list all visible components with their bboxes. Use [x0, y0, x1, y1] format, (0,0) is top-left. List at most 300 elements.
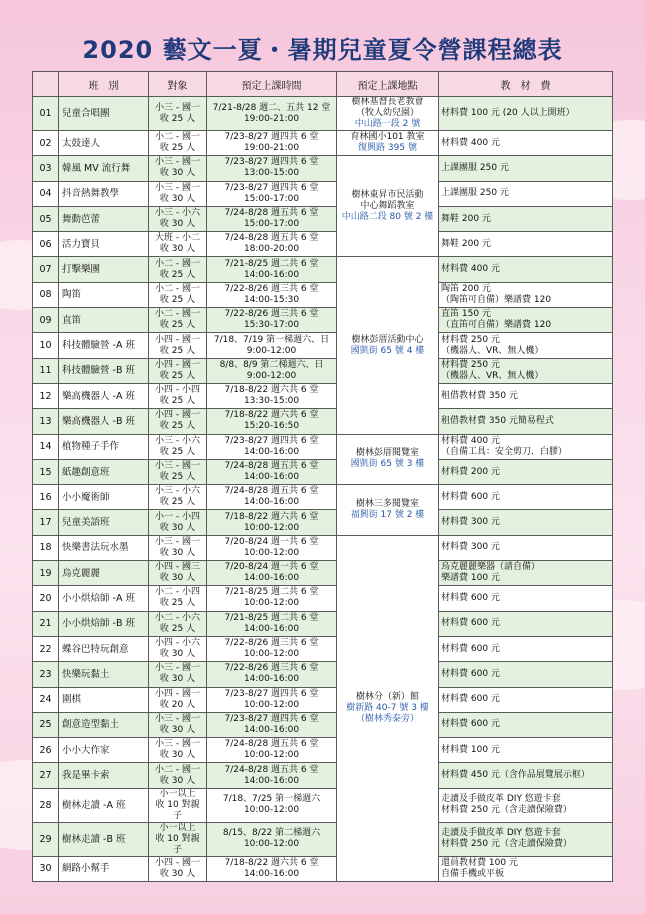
- table-row: [33, 358, 613, 383]
- material-fee: [439, 156, 613, 181]
- schedule-line1: 7/18、7/19 第一梯週六、日: [213, 334, 330, 345]
- material-fee: [439, 636, 613, 661]
- schedule: [207, 333, 337, 358]
- audience-line1: 小三 - 小六: [155, 208, 200, 219]
- row-number: 16: [33, 485, 59, 510]
- audience: [149, 282, 207, 307]
- schedule-line2: 14:00-16:00: [243, 623, 300, 634]
- location-extra: 中心舞蹈教室: [360, 200, 415, 211]
- material-fee-line1: 走讀及手做皮革 DIY 悠遊卡套: [441, 828, 561, 839]
- material-fee: [439, 712, 613, 737]
- schedule-line1: 7/22-8/26 週三共 6 堂: [224, 663, 319, 674]
- audience-line2: 收 25 人: [159, 598, 196, 609]
- audience-line2: 收 30 人: [159, 573, 196, 584]
- table-row: [33, 636, 613, 661]
- schedule: [207, 282, 337, 307]
- material-fee-line1: 材料費 400 元: [441, 264, 500, 275]
- schedule: [207, 822, 337, 856]
- material-fee-line1: 材料費 300 元: [441, 542, 500, 553]
- material-fee-line1: 陶笛 200 元: [441, 283, 491, 294]
- table-row: [33, 611, 613, 636]
- material-fee-line1: 材料費 100 元 (20 人以上開班）: [441, 108, 575, 118]
- schedule-line1: 7/21-8/25 週二共 6 堂: [224, 612, 319, 623]
- audience-line1: 小三 - 國一: [155, 157, 200, 168]
- material-fee-line1: 材料費 100 元: [441, 744, 500, 755]
- audience-line1: 小四 - 小四: [155, 385, 200, 396]
- audience-line1: 大班 - 小二: [155, 233, 200, 244]
- audience-line1: 小四 - 國三: [155, 562, 200, 573]
- audience: [149, 156, 207, 181]
- audience: [149, 333, 207, 358]
- audience-line1: 小二 - 小六: [155, 612, 200, 623]
- location-address: 中山路二段 80 號 2 樓: [341, 211, 434, 222]
- schedule-line2: 14:00-16:00: [243, 775, 300, 786]
- class-name: 快樂玩黏土: [59, 662, 149, 687]
- schedule: [207, 206, 337, 231]
- table-row: [33, 788, 613, 822]
- schedule-line2: 10:00-12:00: [243, 839, 300, 850]
- row-number: 09: [33, 308, 59, 333]
- audience-line1: 小三 - 小六: [155, 486, 200, 497]
- schedule-line1: 7/23-8/27 週四共 6 堂: [224, 435, 319, 446]
- audience: [149, 232, 207, 257]
- material-fee: [439, 662, 613, 687]
- audience-line2: 收 30 人: [159, 193, 196, 204]
- row-number: 20: [33, 586, 59, 611]
- schedule: [207, 788, 337, 822]
- location: [337, 485, 439, 536]
- location: [337, 535, 439, 881]
- table-row: [33, 822, 613, 856]
- schedule-line1: 7/24-8/28 週五共 6 堂: [224, 764, 319, 775]
- schedule-line1: 7/21-8/28 週二、五共 12 堂: [212, 102, 331, 113]
- schedule: [207, 636, 337, 661]
- material-fee: [439, 687, 613, 712]
- material-fee-line1: 上課團服 250 元: [441, 188, 509, 199]
- schedule-line2: 10:00-12:00: [243, 699, 300, 710]
- row-number: 19: [33, 561, 59, 586]
- schedule: [207, 763, 337, 788]
- location: [337, 257, 439, 434]
- table-row: [33, 206, 613, 231]
- audience-line1: 小三 - 國一: [155, 461, 200, 471]
- material-fee: [439, 535, 613, 560]
- row-number: 04: [33, 181, 59, 206]
- class-name: 烏克麗麗: [59, 561, 149, 586]
- schedule-line1: 7/18-8/22 週六共 6 堂: [224, 511, 319, 522]
- audience: [149, 535, 207, 560]
- audience-line2: 收 30 人: [159, 868, 196, 879]
- material-fee: [439, 206, 613, 231]
- material-fee-line1: 材料費 600 元: [441, 694, 500, 705]
- schedule-line1: 7/18-8/22 週六共 6 堂: [224, 410, 319, 421]
- table-row: [33, 131, 613, 156]
- audience-line1: 小四 - 國一: [155, 688, 200, 699]
- schedule: [207, 712, 337, 737]
- audience: [149, 712, 207, 737]
- material-fee-line1: 舞鞋 200 元: [441, 238, 491, 249]
- material-fee-line2: 自備手機或平板: [441, 868, 505, 879]
- material-fee: [439, 738, 613, 763]
- audience: [149, 662, 207, 687]
- row-number: 17: [33, 510, 59, 535]
- table-row: [33, 662, 613, 687]
- table-row: [33, 181, 613, 206]
- material-fee: [439, 409, 613, 434]
- location: [337, 434, 439, 485]
- material-fee-line1: 材料費 600 元: [441, 618, 500, 629]
- schedule-line1: 7/21-8/25 週二共 6 堂: [224, 258, 319, 269]
- schedule-line1: 7/24-8/28 週五共 6 堂: [224, 208, 319, 219]
- table-row: [33, 232, 613, 257]
- audience-line2: 收 30 人: [159, 168, 196, 179]
- material-fee-line1: 租借教材費 350 元簡易程式: [441, 415, 554, 426]
- audience: [149, 181, 207, 206]
- location-name: 樹林三多閱覽室: [355, 498, 419, 509]
- class-name: 樹林走讀 -A 班: [59, 788, 149, 822]
- header-time: 預定上課時間: [207, 72, 337, 97]
- schedule: [207, 383, 337, 408]
- schedule: [207, 738, 337, 763]
- schedule: [207, 485, 337, 510]
- audience-line2: 收 30 人: [159, 649, 196, 660]
- audience: [149, 97, 207, 131]
- audience: [149, 434, 207, 459]
- schedule-line1: 7/22-8/26 週三共 6 堂: [224, 309, 319, 320]
- material-fee-line1: 材料費 600 元: [441, 592, 500, 603]
- schedule-line1: 7/23-8/27 週四共 6 堂: [224, 132, 319, 143]
- row-number: 01: [33, 97, 59, 131]
- material-fee-line2: 樂譜費 100 元: [441, 573, 500, 584]
- material-fee-line1: 還員教材費 100 元: [441, 857, 518, 868]
- material-fee-line2: 材料費 250 元（含走讀保險費）: [441, 805, 572, 816]
- schedule: [207, 662, 337, 687]
- audience-line1: 小二 - 國一: [155, 309, 200, 320]
- schedule-line1: 7/23-8/27 週四共 6 堂: [224, 182, 319, 193]
- course-table: [32, 71, 613, 882]
- material-fee-line2: （陶笛可自備）樂譜費 120: [441, 294, 552, 305]
- row-number: 06: [33, 232, 59, 257]
- material-fee-line1: 材料費 250 元: [441, 359, 500, 370]
- class-name: 植物種子手作: [59, 434, 149, 459]
- table-row: [33, 586, 613, 611]
- row-number: 11: [33, 358, 59, 383]
- audience-line2: 收 25 人: [159, 320, 196, 331]
- class-name: 圍棋: [59, 687, 149, 712]
- schedule-line2: 13:00-15:00: [243, 168, 300, 179]
- class-name: 科技體驗營 -B 班: [59, 358, 149, 383]
- material-fee: [439, 485, 613, 510]
- schedule-line2: 10:00-12:00: [243, 547, 300, 558]
- schedule-line2: 10:00-12:00: [243, 805, 300, 816]
- table-row: [33, 459, 613, 484]
- material-fee-line1: 上課團服 250 元: [441, 162, 509, 173]
- audience: [149, 485, 207, 510]
- material-fee: [439, 97, 613, 131]
- table-row: [33, 856, 613, 881]
- audience-line1: 小四 - 國一: [155, 359, 200, 370]
- row-number: 15: [33, 459, 59, 484]
- schedule: [207, 510, 337, 535]
- location-note: （樹林秀泰旁）: [355, 713, 419, 724]
- audience-line1: 小三 - 小六: [155, 435, 200, 446]
- audience-line2: 收 30 人: [159, 674, 196, 685]
- schedule-line1: 7/21-8/25 週二共 6 堂: [224, 587, 319, 598]
- audience: [149, 611, 207, 636]
- table-header-row: [33, 72, 613, 97]
- row-number: 08: [33, 282, 59, 307]
- schedule-line2: 19:00-21:00: [243, 113, 300, 124]
- audience: [149, 358, 207, 383]
- location: [337, 131, 439, 156]
- table-row: [33, 485, 613, 510]
- schedule-line1: 7/23-8/27 週四共 6 堂: [224, 713, 319, 724]
- schedule-line1: 7/24-8/28 週五共 6 堂: [224, 461, 319, 471]
- material-fee-line1: 材料費 600 元: [441, 643, 500, 654]
- audience: [149, 131, 207, 156]
- schedule-line2: 15:20-16:50: [243, 421, 300, 432]
- schedule: [207, 181, 337, 206]
- material-fee-line1: 材料費 200 元: [441, 466, 500, 477]
- audience: [149, 856, 207, 881]
- material-fee: [439, 282, 613, 307]
- table-row: [33, 383, 613, 408]
- row-number: 14: [33, 434, 59, 459]
- audience-line2: 收 25 人: [159, 370, 196, 381]
- audience-line1: 小二 - 國一: [155, 764, 200, 775]
- schedule-line1: 7/24-8/28 週五共 6 堂: [224, 486, 319, 497]
- material-fee-line2: （機器人、VR、無人機）: [441, 370, 544, 381]
- schedule: [207, 856, 337, 881]
- schedule-line1: 7/22-8/26 週三共 6 堂: [224, 638, 319, 649]
- table-row: [33, 257, 613, 282]
- table-row: [33, 510, 613, 535]
- class-name: 樂高機器人 -A 班: [59, 383, 149, 408]
- material-fee: [439, 561, 613, 586]
- material-fee: [439, 434, 613, 459]
- audience-line2: 收 20 人: [159, 699, 196, 710]
- location: [337, 156, 439, 257]
- location-name: 樹林基督長老教會: [351, 97, 424, 107]
- location-address: 復興路 395 號: [358, 143, 417, 154]
- audience-line2: 收 25 人: [159, 269, 196, 280]
- table-row: [33, 561, 613, 586]
- audience: [149, 459, 207, 484]
- material-fee: [439, 232, 613, 257]
- material-fee: [439, 822, 613, 856]
- audience-line1: 小二 - 小四: [155, 587, 200, 598]
- row-number: 27: [33, 763, 59, 788]
- schedule-line2: 14:00-16:00: [243, 724, 300, 735]
- location-name: 樹林東昇市民活動: [351, 189, 424, 200]
- audience-line1: 小二 - 國一: [155, 132, 200, 143]
- table-row: [33, 763, 613, 788]
- row-number: 13: [33, 409, 59, 434]
- schedule: [207, 156, 337, 181]
- schedule-line2: 15:30-17:00: [243, 320, 300, 331]
- material-fee-line1: 材料費 600 元: [441, 668, 500, 679]
- table-row: [33, 687, 613, 712]
- material-fee: [439, 333, 613, 358]
- material-fee-line1: 舞鞋 200 元: [441, 213, 491, 224]
- table-row: [33, 156, 613, 181]
- row-number: 30: [33, 856, 59, 881]
- schedule: [207, 687, 337, 712]
- schedule-line2: 10:00-12:00: [243, 750, 300, 761]
- class-name: 韓風 MV 流行舞: [59, 156, 149, 181]
- audience-line2: 收 10 對親子: [155, 833, 200, 855]
- schedule-line1: 7/18-8/22 週六共 6 堂: [224, 385, 319, 396]
- audience: [149, 308, 207, 333]
- audience: [149, 738, 207, 763]
- row-number: 21: [33, 611, 59, 636]
- material-fee: [439, 510, 613, 535]
- material-fee: [439, 181, 613, 206]
- row-number: 18: [33, 535, 59, 560]
- audience: [149, 257, 207, 282]
- row-number: 22: [33, 636, 59, 661]
- class-name: 打擊樂團: [59, 257, 149, 282]
- table-row: [33, 308, 613, 333]
- audience-line1: 小一 - 小四: [155, 511, 200, 522]
- class-name: 陶笛: [59, 282, 149, 307]
- row-number: 03: [33, 156, 59, 181]
- location-name: 育林國小101 教室: [350, 132, 425, 143]
- schedule: [207, 308, 337, 333]
- schedule-line2: 15:00-17:00: [243, 193, 300, 204]
- audience-line2: 收 30 人: [159, 244, 196, 255]
- schedule: [207, 434, 337, 459]
- location-name: 樹林彭厝活動中心: [351, 334, 424, 345]
- table-row: [33, 738, 613, 763]
- class-name: 蝶谷巴特玩創意: [59, 636, 149, 661]
- audience-line2: 收 25 人: [159, 396, 196, 407]
- audience-line2: 收 25 人: [159, 446, 196, 457]
- audience: [149, 636, 207, 661]
- schedule-line1: 7/23-8/27 週四共 6 堂: [224, 157, 319, 168]
- location-name: 樹林分（新）館: [355, 691, 419, 702]
- class-name: 兒童美語班: [59, 510, 149, 535]
- class-name: 紙趣創意班: [59, 459, 149, 484]
- class-name: 舞動芭蕾: [59, 206, 149, 231]
- audience: [149, 409, 207, 434]
- audience-line1: 小一以上: [159, 788, 196, 799]
- class-name: 樂高機器人 -B 班: [59, 409, 149, 434]
- schedule: [207, 131, 337, 156]
- location-address: 樹新路 40-7 號 3 樓: [346, 702, 429, 713]
- audience: [149, 687, 207, 712]
- class-name: 直笛: [59, 308, 149, 333]
- location-extra: （牧人幼兒園）: [355, 108, 419, 118]
- audience: [149, 788, 207, 822]
- schedule-line2: 9:00-12:00: [246, 345, 297, 356]
- location-address: 國凱街 65 號 3 樓: [350, 459, 425, 470]
- audience: [149, 763, 207, 788]
- page-title: 2020 藝文一夏・暑期兒童夏令營課程總表: [82, 36, 563, 64]
- schedule-line2: 14:00-16:00: [243, 573, 300, 584]
- schedule: [207, 409, 337, 434]
- material-fee: [439, 611, 613, 636]
- schedule-line2: 9:00-12:00: [246, 370, 297, 381]
- schedule-line1: 7/18-8/22 週六共 6 堂: [224, 857, 319, 868]
- schedule: [207, 459, 337, 484]
- audience-line1: 小一以上: [159, 822, 196, 833]
- material-fee-line1: 烏克麗麗樂器（請自備）: [441, 562, 541, 573]
- audience-line1: 小四 - 小六: [155, 638, 200, 649]
- material-fee: [439, 459, 613, 484]
- audience-line2: 收 25 人: [159, 294, 196, 305]
- audience-line2: 收 25 人: [159, 497, 196, 508]
- material-fee-line1: 直笛 150 元: [441, 309, 491, 320]
- audience-line1: 小三 - 國一: [155, 536, 200, 547]
- audience-line2: 收 30 人: [159, 547, 196, 558]
- audience-line1: 小四 - 國一: [155, 857, 200, 868]
- class-name: 快樂書法玩水墨: [59, 535, 149, 560]
- schedule-line2: 14:00-15:30: [243, 294, 300, 305]
- schedule: [207, 561, 337, 586]
- row-number: 24: [33, 687, 59, 712]
- schedule-line1: 7/20-8/24 週一共 6 堂: [224, 562, 319, 573]
- location-address: 中山路一段 2 號: [354, 119, 421, 129]
- row-number: 02: [33, 131, 59, 156]
- schedule-line1: 7/24-8/28 週五共 6 堂: [224, 233, 319, 244]
- material-fee: [439, 358, 613, 383]
- table-row: [33, 97, 613, 131]
- material-fee: [439, 763, 613, 788]
- material-fee-line1: 材料費 600 元: [441, 491, 500, 502]
- audience: [149, 383, 207, 408]
- material-fee: [439, 308, 613, 333]
- schedule-line2: 10:00-12:00: [243, 522, 300, 533]
- audience-line2: 收 25 人: [159, 143, 196, 154]
- material-fee: [439, 586, 613, 611]
- class-name: 創意造型黏土: [59, 712, 149, 737]
- material-fee-line2: （直笛可自備）樂譜費 120: [441, 320, 552, 331]
- schedule-line1: 7/22-8/26 週三共 6 堂: [224, 283, 319, 294]
- material-fee: [439, 856, 613, 881]
- class-name: 太鼓達人: [59, 131, 149, 156]
- row-number: 26: [33, 738, 59, 763]
- audience-line2: 收 25 人: [159, 623, 196, 634]
- schedule-line1: 8/15、8/22 第二梯週六: [222, 828, 321, 839]
- class-name: 我是畢卡索: [59, 763, 149, 788]
- schedule-line2: 15:00-17:00: [243, 219, 300, 230]
- material-fee: [439, 131, 613, 156]
- audience-line2: 收 25 人: [159, 113, 196, 124]
- audience-line2: 收 25 人: [159, 345, 196, 356]
- schedule-line2: 14:00-16:00: [243, 472, 300, 482]
- material-fee-line1: 材料費 250 元: [441, 334, 500, 345]
- row-number: 25: [33, 712, 59, 737]
- audience: [149, 586, 207, 611]
- class-name: 科技體驗營 -A 班: [59, 333, 149, 358]
- schedule-line2: 10:00-12:00: [243, 649, 300, 660]
- schedule: [207, 358, 337, 383]
- schedule-line2: 14:00-16:00: [243, 868, 300, 879]
- table-row: [33, 409, 613, 434]
- schedule-line2: 19:00-21:00: [243, 143, 300, 154]
- material-fee: [439, 788, 613, 822]
- table-row: [33, 282, 613, 307]
- material-fee-line1: 走讀及手做皮革 DIY 悠遊卡套: [441, 794, 561, 805]
- schedule-line2: 14:00-16:00: [243, 674, 300, 685]
- class-name: 網路小幫手: [59, 856, 149, 881]
- material-fee-line1: 材料費 600 元: [441, 719, 500, 730]
- audience-line2: 收 30 人: [159, 724, 196, 735]
- schedule: [207, 97, 337, 131]
- row-number: 10: [33, 333, 59, 358]
- table-row: [33, 434, 613, 459]
